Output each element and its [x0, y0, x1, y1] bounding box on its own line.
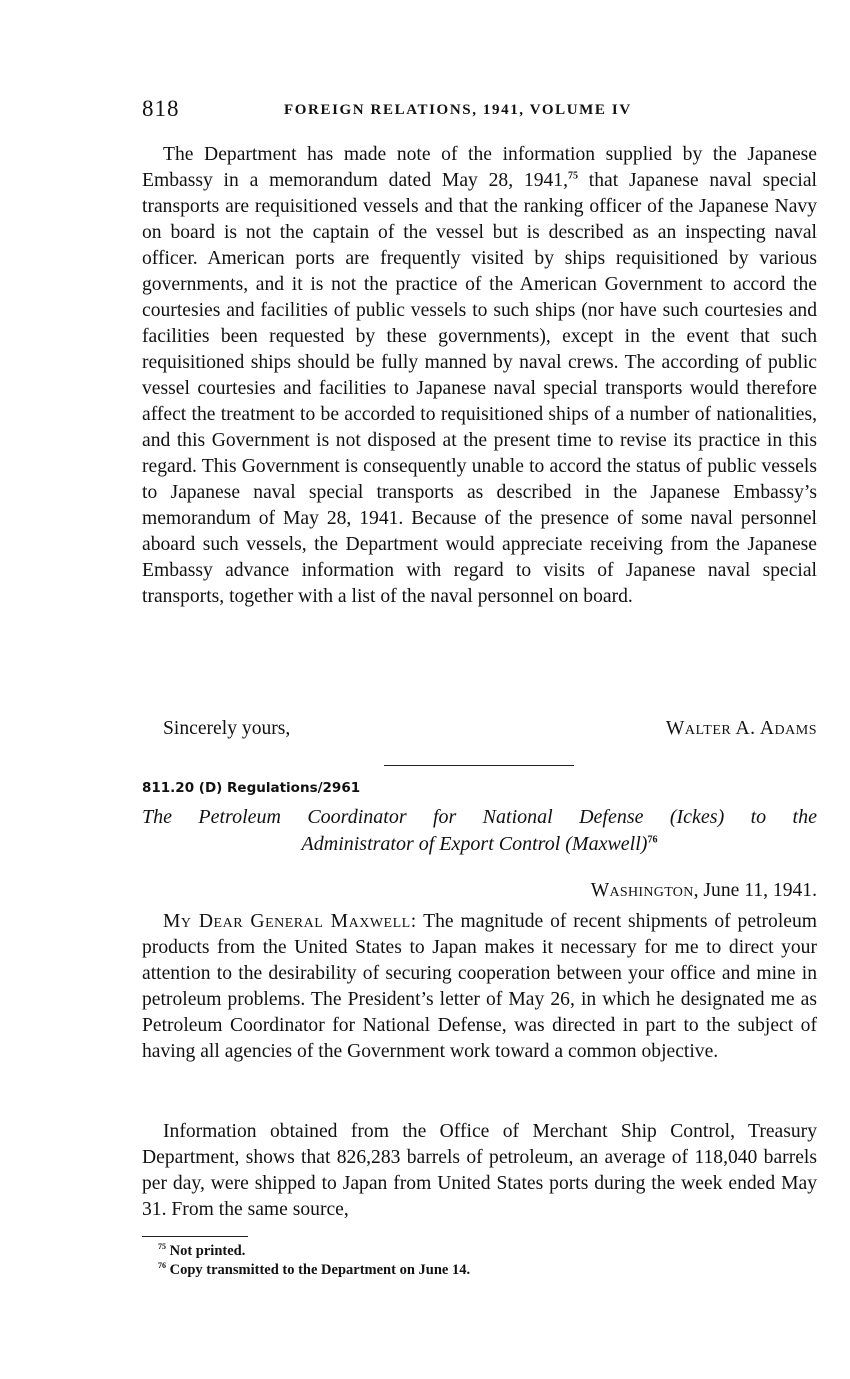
footnote-ref-75[interactable]: 75	[567, 170, 578, 182]
title-line-1: The Petroleum Coordinator for National Defense (Ickes) to the	[142, 806, 817, 828]
section-divider	[384, 765, 574, 766]
signature: Walter A. Adams	[665, 718, 817, 739]
page-number: 818	[142, 96, 180, 121]
letter-paragraph-2: Information obtained from the Office of Merchant Ship Control, Treasury Department, shows that 826,283 barrels of petroleum, an average of 118,040 barrels per day, were shipped to Japan from United States ports during the week ended May 31. From the same source,	[142, 1121, 817, 1220]
running-head: FOREIGN RELATIONS, 1941, VOLUME IV	[284, 102, 632, 118]
document-title	[142, 804, 817, 858]
footnote-rule	[142, 1236, 248, 1237]
paragraph-1-text: The magnitude of recent shipments of petroleum products from the United States to Japan makes it necessary for me to direct your attention to the desirability of securing cooperation between your office and mine in petroleum problems. The President’s letter of May 26, in which he designated me as Petroleum Coordinator for National Defense, was directed in part to the subject of having all agencies of the Government work toward a common objective.	[142, 911, 817, 1062]
footnote-ref-76[interactable]: 76	[647, 834, 658, 846]
footnote-75	[158, 1242, 470, 1261]
dateline	[591, 880, 817, 902]
letter-paragraph-1	[142, 909, 817, 1065]
title-line-2-wrapper	[142, 831, 817, 858]
footnote-text: Copy transmitted to the Department on June 14.	[169, 1262, 471, 1278]
footnotes	[142, 1242, 470, 1280]
paragraph-text-start: The Department has made note of the information supplied by the Japanese Embassy in a memorandum dated May 28, 1941,	[142, 144, 817, 191]
dateline-date: , June 11, 1941.	[693, 880, 817, 901]
footnote-mark: 76	[158, 1261, 166, 1271]
letter-closing	[142, 716, 817, 742]
dateline-place: Washington	[590, 880, 694, 901]
letter-body-paragraph	[142, 142, 817, 610]
footnote-76	[158, 1261, 470, 1280]
page-header	[142, 96, 817, 126]
complimentary-close: Sincerely yours,	[163, 718, 291, 739]
title-line-2: Administrator of Export Control (Maxwell)	[301, 833, 648, 855]
footnote-text: Not printed.	[169, 1243, 246, 1259]
paragraph-text-end: that Japanese naval special transports are requisitioned vessels and that the ranking officer of the Japanese Navy on board is not the captain of the vessel but is described as an inspecting naval officer. American ports are frequently visited by ships requisitioned by various governments, and it is not the practice of the American Government to accord the courtesies and facilities of public vessels to such ships (nor have such courtesies and facilities been requested by these governments), except in the event that such requisitioned ships should be fully manned by naval crews. The according of public vessel courtesies and facilities to Japanese naval special transports would therefore affect the treatment to be accorded to requisitioned ships of a number of nationalities, and this Government is not disposed at the present time to revise its practice in this regard. This Government is consequently unable to accord the status of public vessels to Japanese naval special transports as described in the Japanese Embassy’s memorandum of May 28, 1941. Because of the presence of some naval personnel aboard such vessels, the Department would appreciate receiving from the Japanese Embassy advance information with regard to visits of Japanese naval special transports, together with a list of the naval personnel on board.	[142, 170, 817, 607]
greeting: My Dear General Maxwell:	[163, 911, 417, 932]
file-reference: 811.20 (D) Regulations/2961	[142, 780, 361, 796]
footnote-mark: 75	[158, 1242, 166, 1252]
